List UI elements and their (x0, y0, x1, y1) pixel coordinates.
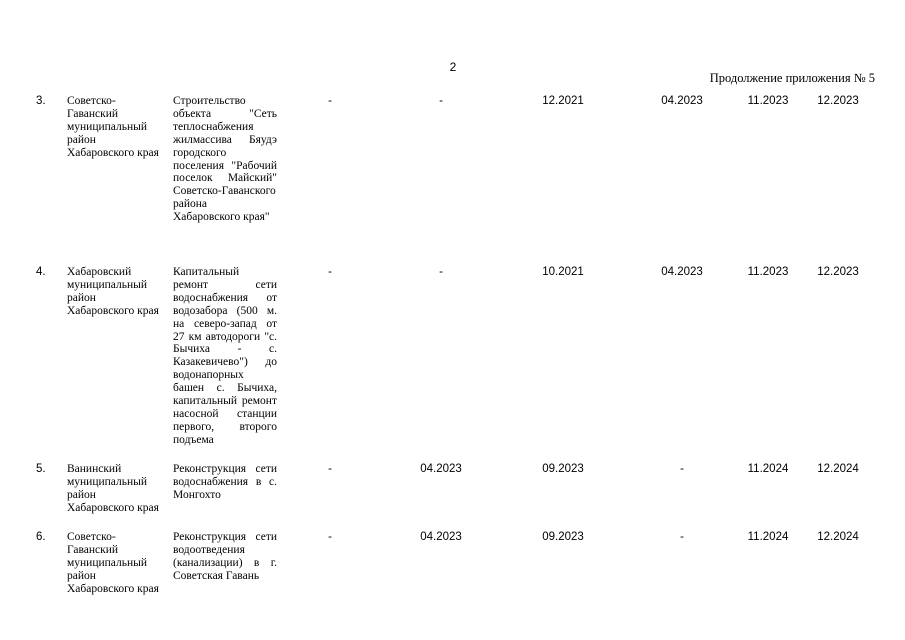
date-col-4: - (680, 531, 684, 543)
date-col-4: 04.2023 (661, 95, 703, 107)
date-col-1: - (328, 266, 332, 278)
date-col-4: - (680, 463, 684, 475)
date-col-3: 09.2023 (542, 463, 584, 475)
row-number: 6. (36, 531, 46, 543)
date-col-2: 04.2023 (420, 531, 462, 543)
district-name: Хабаровский муниципальный район Хабаровского края (67, 266, 159, 317)
date-col-2: 04.2023 (420, 463, 462, 475)
date-col-3: 12.2021 (542, 95, 584, 107)
date-col-1: - (328, 531, 332, 543)
date-col-6: 12.2023 (817, 95, 859, 107)
date-col-3: 10.2021 (542, 266, 584, 278)
date-col-6: 12.2024 (817, 463, 859, 475)
date-col-2: - (439, 95, 443, 107)
project-description: Реконструкция сети водоотведения (канализации) в г. Советская Гавань (173, 531, 277, 582)
row-number: 3. (36, 95, 46, 107)
date-col-4: 04.2023 (661, 266, 703, 278)
date-col-5: 11.2024 (747, 463, 789, 475)
date-col-2: - (439, 266, 443, 278)
project-description: Строительство объекта "Сеть теплоснабжения жилмассива Бяудэ городского поселения "Рабочий поселок Майский" Советско-Гаванского района Хабаровского края" (173, 95, 277, 224)
row-number: 5. (36, 463, 46, 475)
project-description: Реконструкция сети водоснабжения в с. Монгохто (173, 463, 277, 501)
district-name: Советско-Гаванский муниципальный район Хабаровского края (67, 531, 159, 595)
date-col-1: - (328, 95, 332, 107)
project-description: Капитальный ремонт сети водоснабжения от водозабора (500 м. на северо-запад от 27 км автодороги "с. Бычиха - с. Казакевичево") до водонапорных башен с. Бычиха, капитальный ремонт насосной станции первого, второго подъема (173, 266, 277, 446)
date-col-6: 12.2023 (817, 266, 859, 278)
date-col-5: 11.2024 (747, 531, 789, 543)
row-number: 4. (36, 266, 46, 278)
appendix-continuation-label: Продолжение приложения № 5 (709, 71, 875, 85)
date-col-3: 09.2023 (542, 531, 584, 543)
page-number: 2 (449, 60, 457, 74)
date-col-5: 11.2023 (747, 266, 789, 278)
district-name: Советско-Гаванский муниципальный район Хабаровского края (67, 95, 159, 159)
date-col-1: - (328, 463, 332, 475)
district-name: Ванинский муниципальный район Хабаровского края (67, 463, 159, 514)
date-col-6: 12.2024 (817, 531, 859, 543)
date-col-5: 11.2023 (747, 95, 789, 107)
